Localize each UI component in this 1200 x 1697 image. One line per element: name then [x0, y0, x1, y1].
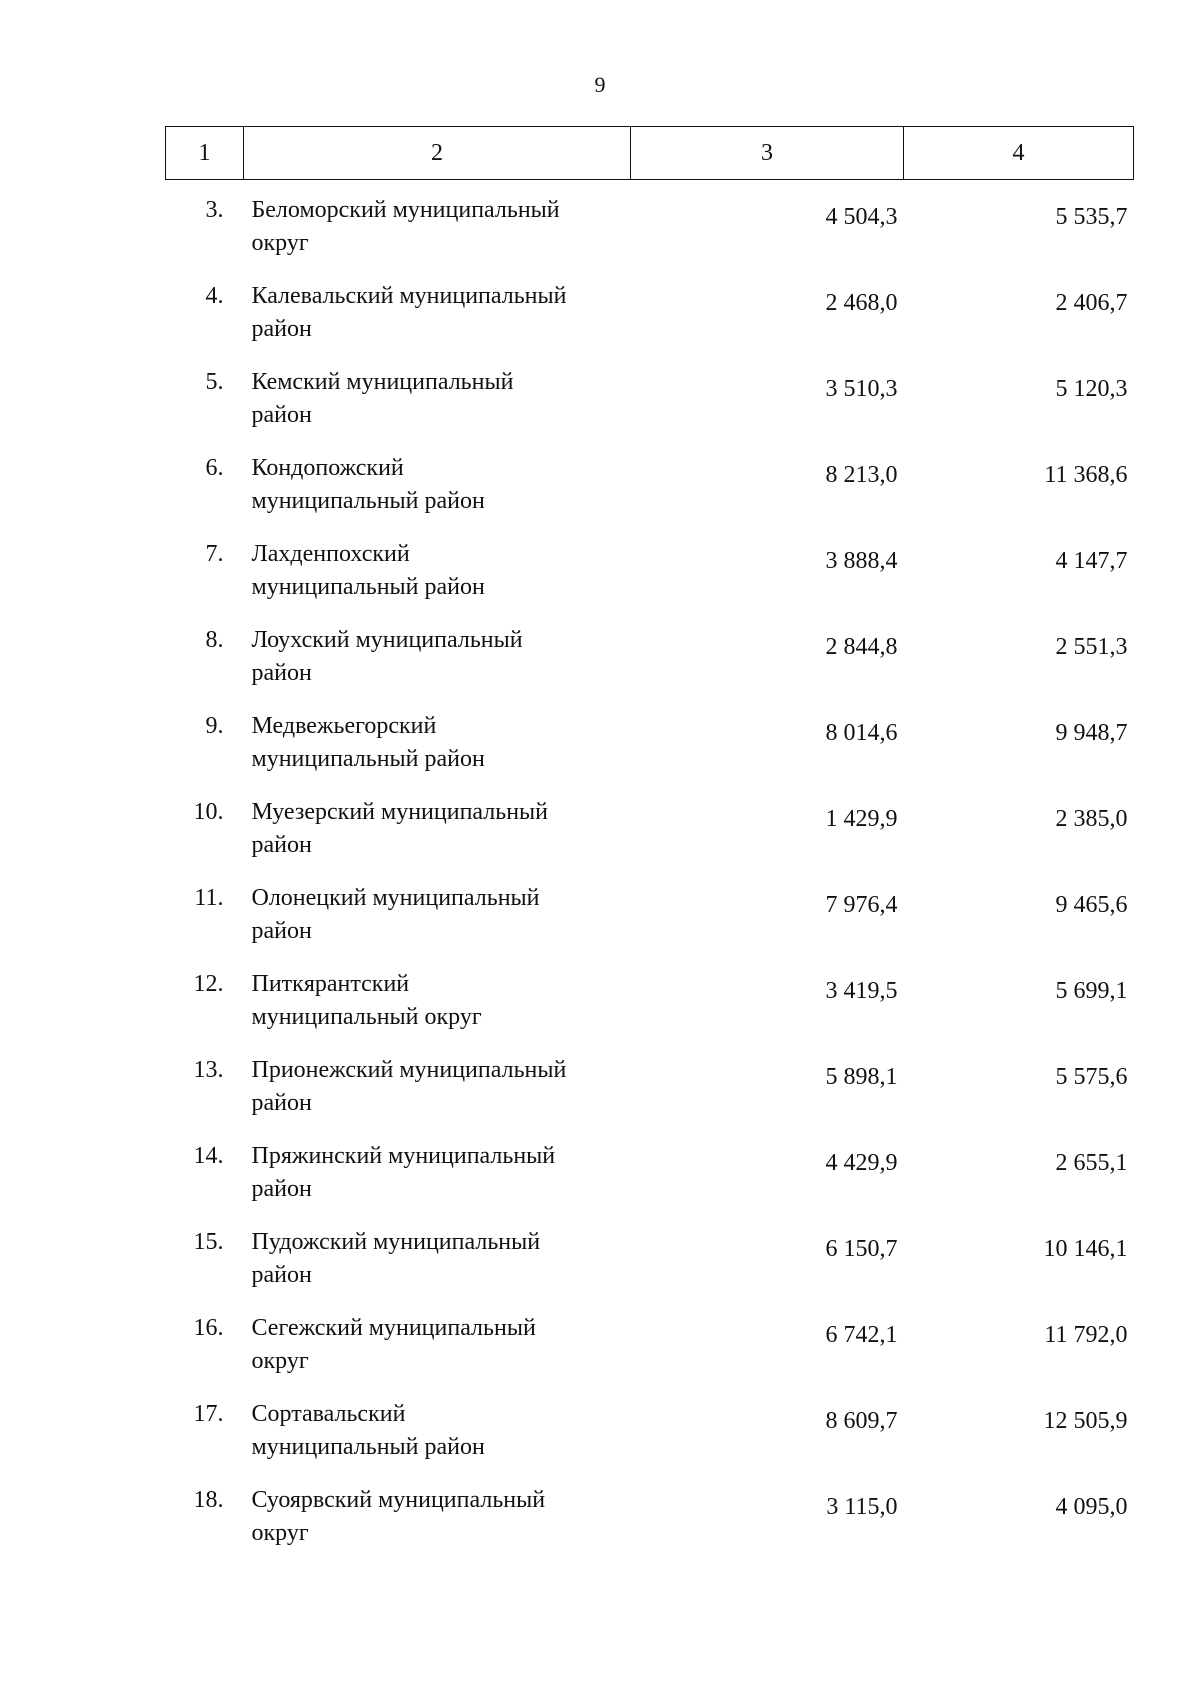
value-col-4: 9 948,7	[1055, 719, 1128, 746]
table-row	[166, 524, 1134, 610]
municipality-name-line-2: район	[251, 315, 312, 342]
table-row	[166, 1384, 1134, 1470]
municipality-name-line-2: район	[251, 1261, 312, 1288]
municipality-name-line-2: муниципальный район	[251, 745, 485, 772]
row-number: 13.	[193, 1056, 224, 1083]
page-number: 9	[594, 72, 606, 97]
value-col-3: 3 419,5	[825, 977, 898, 1004]
value-col-3: 1 429,9	[825, 805, 898, 832]
municipality-name	[244, 1384, 631, 1470]
municipality-name-line-1: Муезерский муниципальный	[251, 798, 549, 825]
municipality-name	[244, 1298, 631, 1384]
row-number: 10.	[193, 798, 224, 825]
row-number: 7.	[205, 540, 224, 567]
municipality-name-line-1: Питкярантский	[251, 970, 410, 997]
header-col-3: 3	[631, 127, 904, 180]
value-col-4: 5 535,7	[1055, 204, 1128, 230]
row-number: 8.	[205, 626, 224, 653]
header-col-2: 2	[244, 127, 631, 180]
table-row	[166, 1298, 1134, 1384]
municipality-name	[244, 696, 631, 782]
value-col-4: 5 699,1	[1055, 977, 1128, 1004]
table-row	[166, 438, 1134, 524]
municipality-name-line-1: Медвежьегорский	[251, 712, 437, 739]
municipality-name	[244, 1212, 631, 1298]
table-row	[166, 1212, 1134, 1298]
municipality-name-line-1: Калевальский муниципальный	[251, 282, 567, 309]
municipality-name	[244, 610, 631, 696]
value-col-4: 2 655,1	[1055, 1149, 1128, 1176]
value-col-4: 12 505,9	[1043, 1407, 1128, 1434]
municipality-name	[244, 438, 631, 524]
value-col-4: 4 147,7	[1055, 547, 1128, 574]
table-row	[166, 868, 1134, 954]
value-col-4: 9 465,6	[1055, 891, 1128, 918]
row-number: 18.	[193, 1486, 224, 1513]
municipality-name-line-2: муниципальный район	[251, 487, 485, 514]
municipality-name-line-1: Кемский муниципальный	[251, 368, 514, 395]
value-col-3: 8 014,6	[825, 719, 898, 746]
municipality-name-line-2: муниципальный округ	[251, 1003, 482, 1030]
municipality-name-line-1: Лахденпохский	[251, 540, 410, 567]
row-number: 4.	[205, 282, 224, 309]
row-number: 3.	[205, 197, 224, 223]
row-number: 12.	[193, 970, 224, 997]
municipality-name-line-1: Пряжинский муниципальный	[251, 1142, 556, 1169]
table-row	[166, 1040, 1134, 1126]
table-row	[166, 1126, 1134, 1212]
municipality-name-line-1: Прионежский муниципальный	[251, 1056, 567, 1083]
municipality-name-line-1: Беломорский муниципальный	[251, 197, 560, 223]
row-number: 5.	[205, 368, 224, 395]
value-col-4: 2 551,3	[1055, 633, 1128, 660]
value-col-3: 4 429,9	[825, 1149, 898, 1176]
value-col-3: 3 115,0	[826, 1493, 898, 1520]
value-col-4: 2 406,7	[1055, 289, 1128, 316]
value-col-4: 10 146,1	[1043, 1235, 1128, 1262]
municipality-name-line-2: район	[251, 659, 312, 686]
value-col-3: 3 888,4	[825, 547, 898, 574]
municipality-name-line-2: муниципальный район	[251, 1433, 485, 1460]
municipality-name-line-1: Сегежский муниципальный	[251, 1314, 536, 1341]
municipality-name	[244, 954, 631, 1040]
municipality-name-line-2: район	[251, 1175, 312, 1202]
value-col-3: 2 468,0	[825, 289, 898, 316]
data-table	[165, 126, 1134, 1556]
municipality-name-line-1: Суоярвский муниципальный	[251, 1486, 546, 1513]
value-col-4: 2 385,0	[1055, 805, 1128, 832]
value-col-3: 6 742,1	[825, 1321, 898, 1348]
row-number: 9.	[205, 712, 224, 739]
municipality-name-line-1: Олонецкий муниципальный	[251, 884, 540, 911]
municipality-name	[244, 1126, 631, 1212]
row-number: 16.	[193, 1314, 224, 1341]
municipality-name-line-2: муниципальный район	[251, 573, 485, 600]
municipality-name-line-2: округ	[251, 1519, 309, 1546]
table-row	[166, 352, 1134, 438]
municipality-name	[244, 180, 631, 266]
table-row	[166, 954, 1134, 1040]
value-col-4: 4 095,0	[1055, 1493, 1128, 1520]
header-col-1: 1	[166, 127, 244, 180]
municipality-name	[244, 524, 631, 610]
municipality-name-line-2: район	[251, 917, 312, 944]
value-col-3: 6 150,7	[825, 1235, 898, 1262]
municipality-name-line-2: район	[251, 1089, 312, 1116]
municipality-name	[244, 782, 631, 868]
table-row	[166, 1470, 1134, 1556]
municipality-name-line-2: округ	[251, 230, 309, 256]
value-col-4: 11 792,0	[1044, 1321, 1128, 1348]
value-col-4: 11 368,6	[1044, 461, 1128, 488]
row-number: 15.	[193, 1228, 224, 1255]
row-number: 17.	[193, 1400, 224, 1427]
table-row	[166, 266, 1134, 352]
municipality-name-line-1: Лоухский муниципальный	[251, 626, 523, 653]
municipality-name-line-1: Кондопожский	[251, 454, 404, 481]
value-col-3: 8 213,0	[825, 461, 898, 488]
row-number: 14.	[193, 1142, 224, 1169]
municipality-name-line-2: район	[251, 831, 312, 858]
municipality-name	[244, 1040, 631, 1126]
municipality-name-line-1: Сортавальский	[251, 1400, 406, 1427]
table-header-row	[166, 127, 1134, 180]
municipality-name	[244, 352, 631, 438]
municipality-name	[244, 1470, 631, 1556]
row-number: 6.	[205, 454, 224, 481]
table-row	[166, 696, 1134, 782]
row-number: 11.	[194, 884, 224, 911]
value-col-3: 2 844,8	[825, 633, 898, 660]
value-col-3: 7 976,4	[825, 891, 898, 918]
table-row	[166, 610, 1134, 696]
table-body	[166, 180, 1134, 1556]
value-col-3: 5 898,1	[825, 1063, 898, 1090]
value-col-4: 5 120,3	[1055, 375, 1128, 402]
municipality-name-line-2: район	[251, 401, 312, 428]
value-col-3: 3 510,3	[825, 375, 898, 402]
value-col-3: 4 504,3	[825, 204, 898, 230]
municipality-name	[244, 266, 631, 352]
value-col-3: 8 609,7	[825, 1407, 898, 1434]
header-col-4: 4	[904, 127, 1134, 180]
municipality-name-line-1: Пудожский муниципальный	[251, 1228, 541, 1255]
municipality-name-line-2: округ	[251, 1347, 309, 1374]
municipality-name	[244, 868, 631, 954]
table-row	[166, 180, 1134, 266]
table-row	[166, 782, 1134, 868]
value-col-4: 5 575,6	[1055, 1063, 1128, 1090]
